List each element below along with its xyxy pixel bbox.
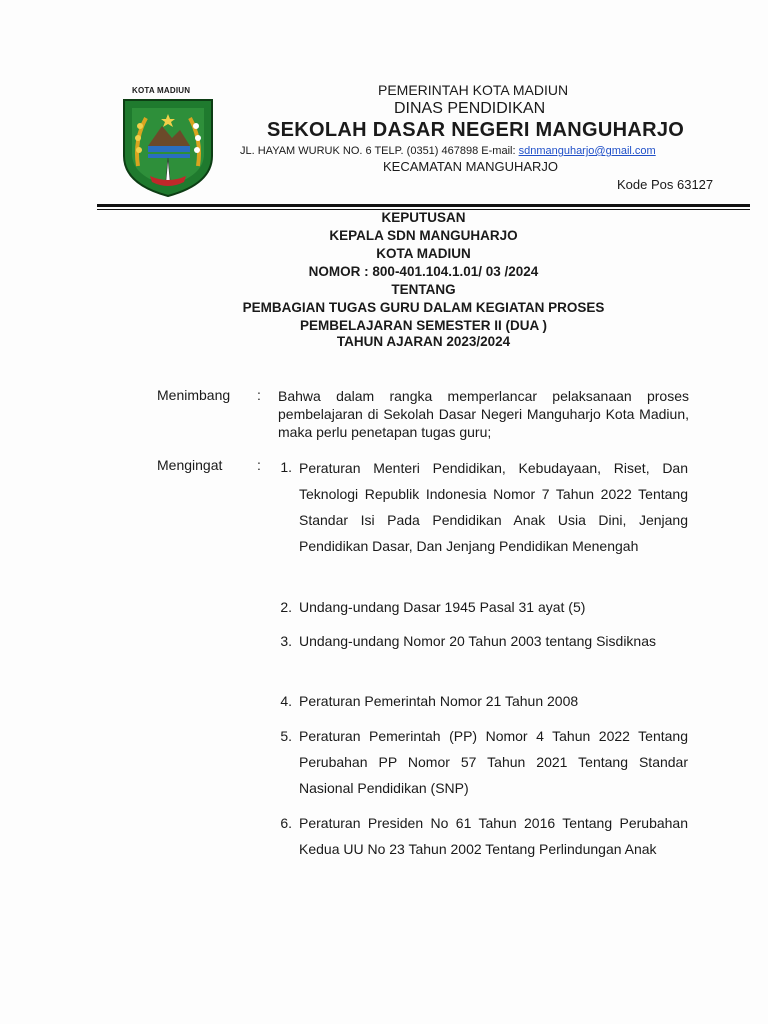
mengingat-label: Mengingat	[157, 457, 223, 473]
email-link[interactable]: sdnmanguharjo@gmail.com	[518, 145, 656, 157]
title-keputusan: KEPUTUSAN	[381, 210, 466, 225]
letterhead-divider	[97, 204, 750, 207]
mengingat-item-number: 1.	[280, 459, 292, 475]
menimbang-label: Menimbang	[157, 387, 231, 403]
mengingat-item-text: Peraturan Pemerintah Nomor 21 Tahun 2008	[299, 693, 579, 709]
header-district: KECAMATAN MANGUHARJO	[383, 159, 559, 174]
title-subject-line2: PEMBELAJARAN SEMESTER II (DUA )	[299, 318, 547, 333]
title-issuer: KEPALA SDN MANGUHARJO	[329, 228, 518, 243]
logo-caption: KOTA MADIUN	[132, 86, 191, 95]
mengingat-item-text: Undang-undang Nomor 20 Tahun 2003 tentang Sisdiknas	[299, 633, 656, 649]
mengingat-item-number: 5.	[280, 728, 292, 744]
mengingat-item-text: Peraturan Menteri Pendidikan, Kebudayaan, Riset, Dan Teknologi Republik Indonesia Nomor 7 Tahun 2022 Tentang Standar Isi Pada Pendidikan Anak Usia Dini, Jenjang Pendidikan Dasar, Dan Jenjang Pendidikan Menengah	[299, 460, 688, 554]
mengingat-item-text: Peraturan Pemerintah (PP) Nomor 4 Tahun 2022 Tentang Perubahan PP Nomor 57 Tahun 2021 Tentang Standar Nasional Pendidikan (SNP)	[299, 728, 688, 796]
mengingat-item-number: 4.	[280, 693, 292, 709]
mengingat-item-text: Undang-undang Dasar 1945 Pasal 31 ayat (5)	[299, 599, 586, 615]
header-government: PEMERINTAH KOTA MADIUN	[378, 82, 569, 98]
mengingat-item-text: Peraturan Presiden No 61 Tahun 2016 Tentang Perubahan Kedua UU No 23 Tahun 2002 Tentang Perlindungan Anak	[299, 815, 688, 857]
mengingat-item-number: 3.	[280, 633, 292, 649]
mengingat-colon: :	[257, 457, 261, 473]
title-academic-year: TAHUN AJARAN 2023/2024	[336, 334, 511, 349]
title-subject-line1: PEMBAGIAN TUGAS GURU DALAM KEGIATAN PROSES	[242, 300, 605, 315]
header-address	[240, 145, 656, 157]
header-department: DINAS PENDIDIKAN	[394, 100, 546, 117]
menimbang-text: Bahwa dalam rangka memperlancar pelaksanaan proses pembelajaran di Sekolah Dasar Negeri Manguharjo Kota Madiun, maka perlu penetapan tugas guru;	[278, 388, 689, 440]
address-text: JL. HAYAM WURUK NO. 6 TELP. (0351) 467898 E-mail:	[240, 145, 516, 157]
header-postal-code: Kode Pos 63127	[617, 177, 714, 192]
header-school-name: SEKOLAH DASAR NEGERI MANGUHARJO	[267, 119, 685, 141]
title-number: NOMOR : 800-401.104.1.01/ 03 /2024	[308, 264, 539, 279]
mengingat-item-number: 2.	[280, 599, 292, 615]
menimbang-colon: :	[257, 387, 261, 403]
title-city: KOTA MADIUN	[376, 246, 471, 261]
city-emblem-logo	[120, 96, 216, 198]
mengingat-item-number: 6.	[280, 815, 292, 831]
title-tentang: TENTANG	[391, 282, 456, 297]
